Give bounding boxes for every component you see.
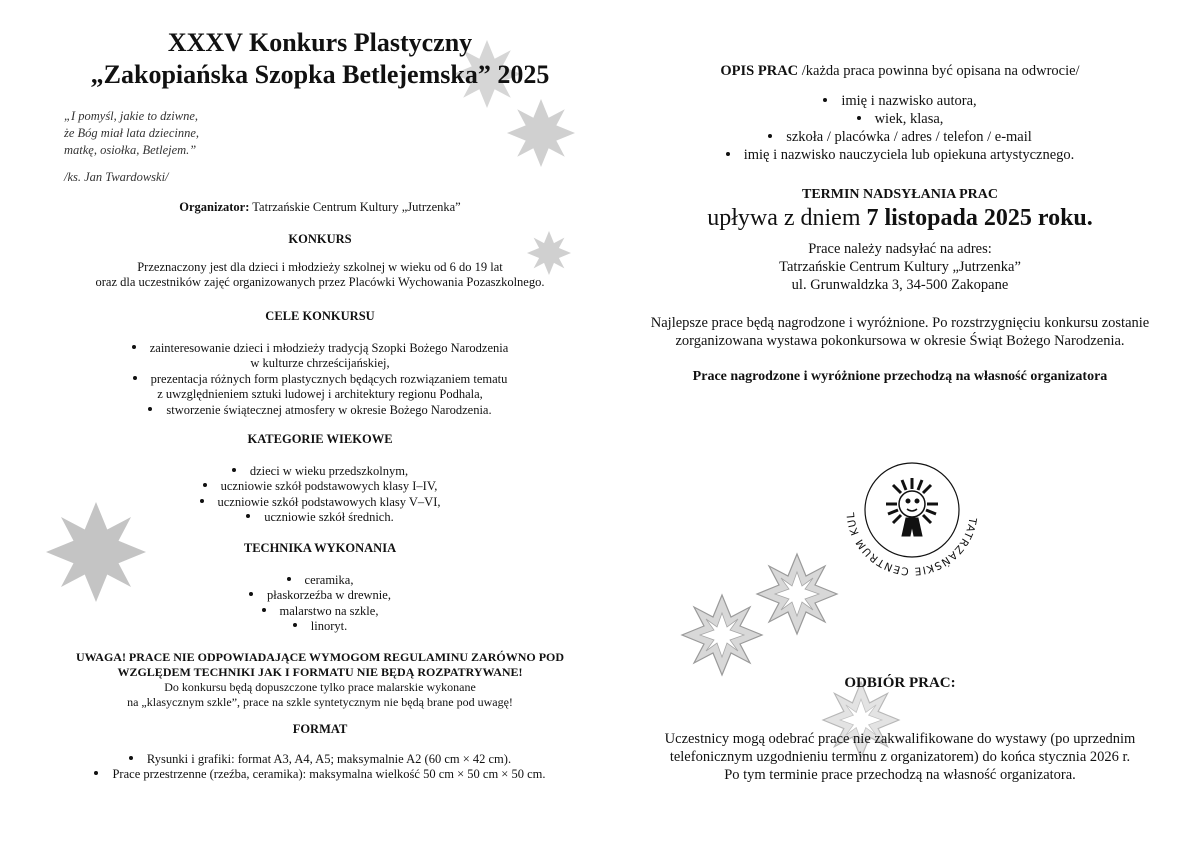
logo-graphic bbox=[842, 440, 982, 580]
section-opis bbox=[600, 62, 1200, 164]
cele-list bbox=[30, 341, 610, 419]
list-item-text: uczniowie szkół podstawowych klasy V–VI, bbox=[217, 494, 441, 509]
list-item bbox=[30, 372, 610, 388]
deadline-prefix: upływa z dniem bbox=[707, 205, 867, 231]
bullet-icon bbox=[200, 499, 204, 503]
paragraph-line: oraz dla uczestników zajęć organizowanych przez Placówki Wychowania Pozaszkolnego. bbox=[95, 275, 545, 289]
quote-author: /ks. Jan Twardowski/ bbox=[64, 170, 169, 184]
organizer-logo bbox=[842, 440, 982, 580]
list-item bbox=[600, 92, 1200, 110]
bullet-icon bbox=[246, 514, 250, 518]
quote bbox=[64, 108, 199, 159]
format-list bbox=[30, 752, 610, 783]
bullet-icon bbox=[132, 345, 136, 349]
list-item-text: Rysunki i grafiki: format A3, A4, A5; maksymalnie A2 (60 cm × 42 cm). bbox=[146, 751, 512, 766]
organizer-value: Tatrzańskie Centrum Kultury „Jutrzenka” bbox=[249, 200, 461, 214]
list-item-text: linoryt. bbox=[310, 619, 348, 633]
address-line: ul. Grunwaldzka 3, 34-500 Zakopane bbox=[791, 277, 1009, 293]
quote-line: że Bóg miał lata dziecinne, bbox=[64, 126, 200, 140]
section-note: /każda praca powinna być opisana na odwrocie/ bbox=[798, 63, 1080, 79]
list-item-text: Prace przestrzenne (rzeźba, ceramika): maksymalna wielkość 50 cm × 50 cm × 50 cm. bbox=[112, 767, 546, 781]
organizer bbox=[30, 200, 610, 216]
list-item bbox=[30, 619, 610, 635]
list-item-text: uczniowie szkół średnich. bbox=[264, 510, 394, 524]
list-item-text: dzieci w wieku przedszkolnym, bbox=[249, 463, 409, 478]
section-heading: OPIS PRAC bbox=[720, 63, 799, 79]
bullet-icon bbox=[262, 608, 266, 612]
deadline-date: 7 listopada 2025 roku. bbox=[866, 205, 1093, 231]
list-item bbox=[30, 479, 610, 495]
quote-line: matkę, osiołka, Betlejem.” bbox=[64, 143, 197, 157]
technika-list bbox=[30, 573, 610, 635]
section-heading: FORMAT bbox=[292, 722, 348, 736]
section-termin bbox=[600, 186, 1200, 294]
logo-text: TATRZAŃSKIE CENTRUM KUL bbox=[845, 512, 979, 578]
section-heading: CELE KONKURSU bbox=[265, 309, 375, 323]
section-nagrody bbox=[600, 314, 1200, 350]
section-format bbox=[30, 722, 610, 783]
list-item-text: imię i nazwisko nauczyciela lub opiekuna artystycznego. bbox=[743, 147, 1075, 163]
section-odbior-heading: ODBIÓR PRAC: bbox=[844, 675, 956, 691]
section-odbior bbox=[600, 730, 1200, 784]
bullet-icon bbox=[287, 577, 291, 581]
bullet-icon bbox=[94, 771, 98, 775]
bullet-icon bbox=[133, 376, 137, 380]
paragraph-line: Uczestnicy mogą odebrać prace nie zakwalifikowane do wystawy (po uprzednim bbox=[664, 731, 1136, 747]
list-item bbox=[30, 510, 610, 526]
section-konkurs bbox=[30, 232, 610, 291]
list-item-continuation bbox=[30, 356, 610, 372]
paragraph-line: telefonicznym uzgodnieniu terminu z organizatorem) do końca stycznia 2026 r. bbox=[669, 749, 1131, 765]
list-item-text: prezentacja różnych form plastycznych będących rozwiązaniem tematu bbox=[150, 371, 508, 386]
section-kategorie bbox=[30, 432, 610, 526]
paragraph-line: Do konkursu będą dopuszczone tylko prace malarskie wykonane bbox=[164, 680, 476, 694]
quote-line: „I pomyśl, jakie to dziwne, bbox=[64, 109, 199, 123]
bullet-icon bbox=[148, 407, 152, 411]
paragraph-line: Przeznaczony jest dla dzieci i młodzieży szkolnej w wieku od 6 do 19 lat bbox=[137, 259, 503, 274]
address-line: Tatrzańskie Centrum Kultury „Jutrzenka” bbox=[779, 259, 1021, 275]
right-page bbox=[600, 0, 1200, 848]
warning-line: UWAGA! PRACE NIE ODPOWIADAJĄCE WYMOGOM REGULAMINU ZARÓWNO POD bbox=[75, 650, 565, 664]
list-item-text: zainteresowanie dzieci i młodzieży tradycją Szopki Bożego Narodzenia bbox=[149, 340, 509, 355]
section-uwaga bbox=[30, 650, 610, 710]
list-item bbox=[30, 604, 610, 620]
bullet-icon bbox=[726, 152, 730, 156]
list-item bbox=[30, 588, 610, 604]
ownership-note: Prace nagrodzone i wyróżnione przechodzą na własność organizatora bbox=[692, 369, 1108, 384]
paragraph-line: zorganizowana wystawa pokonkursowa w okresie Świąt Bożego Narodzenia. bbox=[675, 333, 1125, 349]
kategorie-list bbox=[30, 464, 610, 526]
bullet-icon bbox=[203, 483, 207, 487]
list-item-text: z uwzględnieniem sztuki ludowej i architektury regionu Podhala, bbox=[157, 387, 483, 401]
list-item bbox=[30, 573, 610, 589]
list-item bbox=[600, 110, 1200, 128]
bullet-icon bbox=[823, 98, 827, 102]
list-item bbox=[30, 464, 610, 480]
organizer-label: Organizator: bbox=[179, 200, 250, 214]
bullet-icon bbox=[768, 134, 772, 138]
list-item-text: malarstwo na szkle, bbox=[279, 603, 379, 618]
list-item-text: wiek, klasa, bbox=[874, 111, 944, 127]
list-item bbox=[30, 403, 610, 419]
bullet-icon bbox=[129, 756, 133, 760]
section-technika bbox=[30, 541, 610, 635]
list-item-text: płaskorzeźba w drewnie, bbox=[267, 588, 391, 602]
section-cele bbox=[30, 309, 610, 418]
list-item bbox=[30, 767, 610, 783]
list-item bbox=[600, 128, 1200, 146]
list-item bbox=[30, 495, 610, 511]
paragraph-line: na „klasycznym szkle”, prace na szkle syntetycznym nie będą brane pod uwagę! bbox=[127, 695, 513, 709]
competition-subtitle: „Zakopiańska Szopka Betlejemska” 2025 bbox=[90, 60, 550, 89]
bullet-icon bbox=[857, 116, 861, 120]
list-item-text: ceramika, bbox=[304, 572, 354, 587]
section-heading: KATEGORIE WIEKOWE bbox=[247, 432, 393, 446]
paragraph-line: Po tym terminie prace przechodzą na własność organizatora. bbox=[724, 767, 1076, 783]
address-line: Prace należy nadsyłać na adres: bbox=[808, 241, 992, 257]
list-item bbox=[30, 341, 610, 357]
list-item-text: szkoła / placówka / adres / telefon / e-mail bbox=[786, 129, 1032, 145]
list-item-text: uczniowie szkół podstawowych klasy I–IV, bbox=[220, 479, 438, 493]
competition-title: XXXV Konkurs Plastyczny bbox=[167, 28, 473, 57]
list-item-text: imię i nazwisko autora, bbox=[841, 93, 977, 109]
warning-line: WZGLĘDEM TECHNIKI JAK I FORMATU NIE BĘDĄ ROZPATRYWANE! bbox=[117, 665, 523, 679]
section-heading: TERMIN NADSYŁANIA PRAC bbox=[801, 187, 998, 202]
section-heading: KONKURS bbox=[288, 232, 352, 246]
list-item-text: stworzenie świątecznej atmosfery w okresie Bożego Narodzenia. bbox=[166, 402, 492, 417]
list-item-continuation bbox=[30, 387, 610, 403]
list-item bbox=[30, 752, 610, 768]
paragraph-line: Najlepsze prace będą nagrodzone i wyróżnione. Po rozstrzygnięciu konkursu zostanie bbox=[650, 315, 1150, 331]
list-item-text: w kulturze chrześcijańskiej, bbox=[250, 356, 390, 370]
bullet-icon bbox=[232, 468, 236, 472]
opis-list bbox=[600, 92, 1200, 164]
list-item bbox=[600, 146, 1200, 164]
bullet-icon bbox=[249, 592, 253, 596]
section-heading: TECHNIKA WYKONANIA bbox=[243, 541, 397, 555]
bullet-icon bbox=[293, 623, 297, 627]
deadline bbox=[600, 204, 1200, 232]
